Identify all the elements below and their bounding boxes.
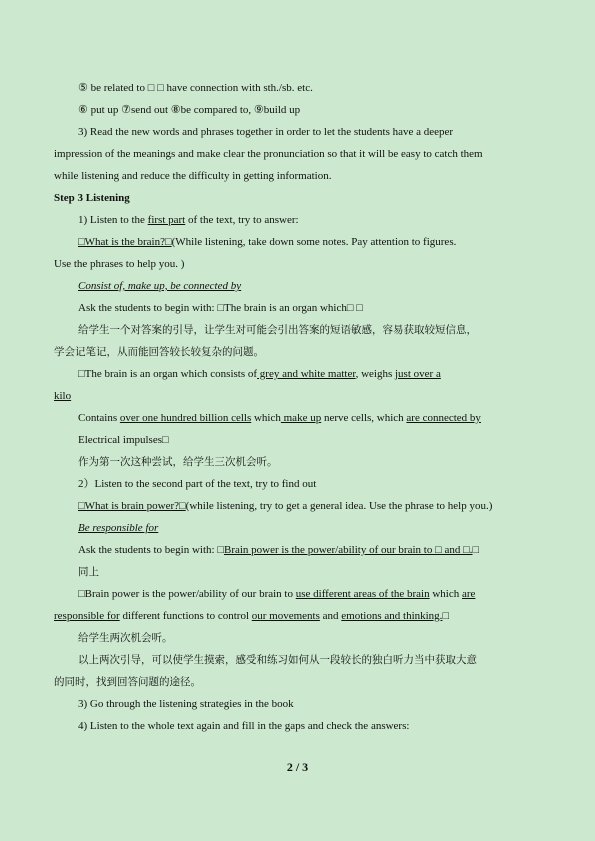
- text-run: □Brain power is the power/ability of our brain to: [78, 588, 296, 600]
- text-run: □: [442, 610, 450, 622]
- answer-line: [78, 587, 475, 601]
- underlined-text: first part: [147, 214, 186, 226]
- page-number: 2 / 3: [286, 760, 309, 774]
- phrase-items-6-9: ⑥ put up ⑦send out ⑧be compared to, ⑨build up: [78, 104, 301, 116]
- paragraph-line: 2）Listen to the second part of the text, try to find out: [78, 478, 317, 490]
- text-run: Ask the students to begin with: □: [78, 544, 224, 556]
- underlined-text: use different areas of the brain: [295, 588, 430, 600]
- key-phrases: Consist of, make up, be connected by: [78, 280, 242, 292]
- paragraph-line: [78, 499, 492, 513]
- text-run: nerve cells, which: [321, 412, 407, 424]
- underlined-text: kilo: [54, 390, 72, 402]
- text-run: 1) Listen to the: [78, 214, 148, 226]
- chinese-note: 以上两次引导，可以使学生摸索，感受和练习如何从一段较长的独白听力当中获取大意: [78, 654, 477, 666]
- answer-line: Electrical impulses□: [78, 434, 169, 446]
- chinese-note: 同上: [78, 566, 99, 578]
- text-run: (While listening, take down some notes. Pay attention to figures.: [171, 236, 457, 248]
- paragraph-line: 3) Read the new words and phrases together in order to let the students have a deeper: [78, 126, 454, 138]
- paragraph-line: [78, 213, 299, 227]
- paragraph-line: [78, 235, 456, 249]
- text-run: (while listening, try to get a general idea. Use the phrase to help you.): [185, 500, 493, 512]
- answer-line: [78, 367, 441, 381]
- paragraph-line: Use the phrases to help you. ): [54, 258, 185, 270]
- text-run: which: [429, 588, 462, 600]
- underlined-text: Brain power is the power/ability of our brain to □ and □.: [223, 544, 473, 556]
- paragraph-line: [78, 543, 479, 557]
- text-run: which: [251, 412, 281, 424]
- underlined-text: over one hundred billion cells: [119, 412, 252, 424]
- chinese-note: 作为第一次这种尝试，给学生三次机会听。: [78, 456, 278, 468]
- chinese-note: 给学生两次机会听。: [78, 632, 173, 644]
- text-run: □: [472, 544, 480, 556]
- underlined-text: make up: [280, 412, 322, 424]
- text-run: Contains: [78, 412, 120, 424]
- underlined-text: responsible for: [54, 610, 120, 622]
- question-text: □What is brain power?□: [78, 500, 186, 512]
- text-run: □The brain is an organ which consists of: [78, 368, 258, 380]
- underlined-text: are: [462, 588, 476, 600]
- paragraph-line: Ask the students to begin with: □The brain is an organ which□ □: [78, 302, 363, 314]
- paragraph-line: impression of the meanings and make clear the pronunciation so that it will be easy to catch them: [54, 148, 483, 160]
- answer-line: [78, 411, 481, 425]
- paragraph-line: 4) Listen to the whole text again and fill in the gaps and check the answers:: [78, 720, 410, 732]
- answer-line: [54, 609, 449, 623]
- chinese-note: 的同时，找到回答问题的途径。: [54, 676, 201, 688]
- paragraph-line: 3) Go through the listening strategies in the book: [78, 698, 294, 710]
- underlined-text: our movements: [251, 610, 320, 622]
- phrase-item-5: ⑤ be related to □ □ have connection with sth./sb. etc.: [78, 82, 313, 94]
- chinese-note: 学会记笔记，从而能回答较长较复杂的问题。: [54, 346, 264, 358]
- underlined-text: grey and white matter: [257, 368, 356, 380]
- text-run: , weighs: [355, 368, 395, 380]
- chinese-note: 给学生一个对答案的引导，让学生对可能会引出答案的短语敏感，容易获取较短信息，: [78, 324, 477, 336]
- text-run: of the text, try to answer:: [185, 214, 299, 226]
- key-phrases: Be responsible for: [78, 522, 159, 534]
- question-text: □What is the brain?□: [78, 236, 172, 248]
- paragraph-line: while listening and reduce the difficulty in getting information.: [54, 170, 332, 182]
- text-run: different functions to control: [119, 610, 252, 622]
- underlined-text: emotions and thinking.: [341, 610, 443, 622]
- step-heading: Step 3 Listening: [54, 192, 130, 204]
- text-run: and: [319, 610, 342, 622]
- underlined-text: just over a: [395, 368, 441, 380]
- underlined-text: are connected by: [406, 412, 481, 424]
